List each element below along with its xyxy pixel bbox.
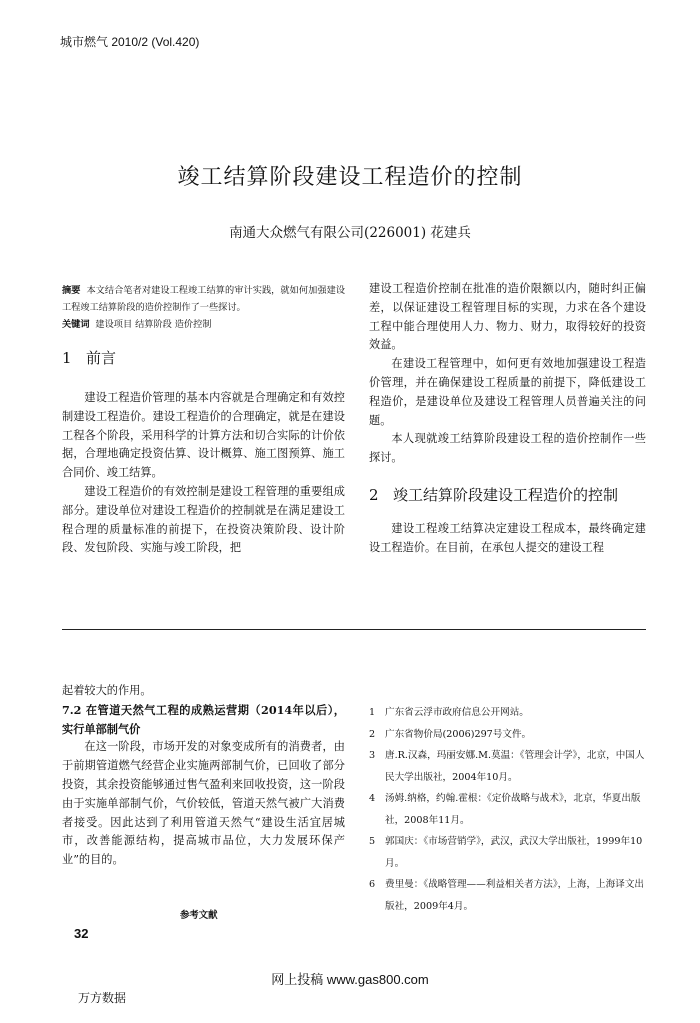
paragraph: 本人现就竣工结算阶段建设工程的造价控制作一些探讨。 [369,432,646,465]
reference-number: 3 [369,750,376,761]
left-column [62,282,345,558]
article-title: 竣工结算阶段建设工程造价的控制 [177,165,523,190]
reference-text: 汤姆.纳格，约翰.霍根：《定价战略与战术》，北京，华夏出版社，2008年11月。 [385,793,641,826]
abstract [62,282,345,316]
fragment-heading: 7.2 在管道天然气工程的成熟运营期（2014年以后），实行单部制气价 [62,702,345,736]
reference-number: 4 [369,793,376,804]
section-1-title: 前言 [86,349,117,367]
reference-number: 6 [369,879,376,890]
reference-item [369,874,646,917]
reference-number: 2 [369,728,376,740]
paragraph: 建设工程竣工结算决定建设工程成本，最终确定建设工程造价。在目前，在承包人提交的建设工程 [369,521,646,554]
references-heading: 参考文献 [180,910,218,921]
keywords-text: 建设项目 结算阶段 造价控制 [95,319,212,330]
references-list [369,702,646,917]
separator-line [62,629,646,630]
section-1-number: 1 [62,349,72,367]
article-byline: 南通大众燃气有限公司(226001) 花建兵 [229,225,471,241]
paragraph: 在建设工程管理中，如何更有效地加强建设工程造价管理，并在确保建设工程质量的前提下，降低建设工程造价，是建设单位及建设工程管理人员普遍关注的问题。 [369,357,646,427]
reference-text: 广东省云浮市政府信息公开网站。 [385,707,529,718]
reference-text: 费里曼：《战略管理——利益相关者方法》，上海，上海译文出版社，2009年4月。 [385,879,645,912]
footer-site-link[interactable]: 网上投稿 www.gas800.com [271,972,429,987]
reference-item [369,745,646,788]
reference-item [369,788,646,831]
reference-text: 唐.R.汉森，玛丽安娜.M.莫温：《管理会计学》，北京，中国人民大学出版社，2004年10月。 [385,750,645,783]
reference-number: 5 [369,836,376,847]
reference-text: 郭国庆：《市场营销学》，武汉，武汉大学出版社，1999年10月。 [385,836,643,869]
abstract-text: 本文结合笔者对建设工程竣工结算的审计实践，就如何加强建设工程竣工结算阶段的造价控制作了一些探讨。 [62,285,346,313]
fragment-line: 起着较大的作用。 [62,684,152,697]
reference-item [369,831,646,874]
keywords-label: 关键词 [62,319,90,330]
section-2-number: 2 [369,485,379,504]
section-2-heading [369,484,646,506]
right-column [369,280,646,558]
reference-number: 1 [369,707,376,718]
reference-item [369,702,646,724]
abstract-label: 摘要 [62,285,81,296]
fragment-paragraph: 在这一阶段，市场开发的对象变成所有的消费者，由于前期管道燃气经营企业实施两部制气价，已回收了部分投资，其余投资能够通过售气盈利来回收投资，这一阶段由于实施单部制气价，气价较低，管道天然气被广大消费者接受。因此达到了利用管道天然气“建设生活宜居城市，改善能源结构，提高城市品位，大力发展环保产业”的目的。 [62,740,345,867]
wanfang-logo: 万方数据 [78,991,127,1005]
page-number: 32 [74,926,89,941]
paragraph: 建设工程造价管理的基本内容就是合理确定和有效控制建设工程造价。建设工程造价的合理确定，就是在建设工程各个阶段，采用科学的计算方法和切合实际的计价依据，合理地确定投资估算、设计概算、施工图预算、施工合同价、竣工结算。 [62,391,345,480]
journal-header: 城市燃气 2010/2 (Vol.420) [60,35,200,49]
keywords [62,316,345,333]
reference-text: 广东省物价局(2006)297号文件。 [385,728,532,740]
fragment-left-column [62,682,345,870]
paragraph: 建设工程造价的有效控制是建设工程管理的重要组成部分。建设单位对建设工程造价的控制就是在满足建设工程合理的质量标准的前提下，在投资决策阶段、设计阶段、发包阶段、实施与竣工阶段，把 [62,484,345,555]
paragraph: 建设工程造价控制在批准的造价限额以内，随时纠正偏差，以保证建设工程管理目标的实现，力求在各个建设工程中能合理使用人力、物力、财力，取得较好的投资效益。 [369,282,646,352]
section-2-title: 竣工结算阶段建设工程造价的控制 [393,485,619,504]
section-1-heading [62,347,345,369]
reference-item [369,724,646,746]
